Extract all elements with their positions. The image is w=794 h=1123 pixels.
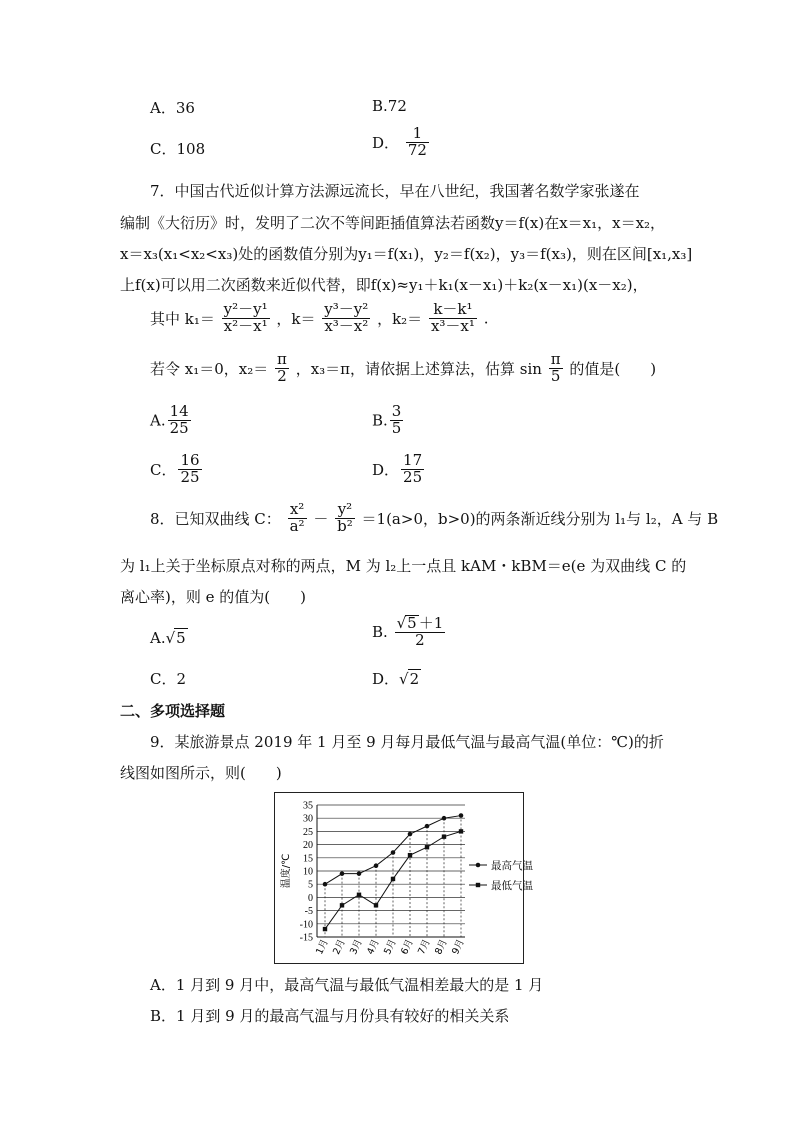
y-axis-label: 温度/℃: [281, 853, 292, 889]
q9-option-a: A．1 月到 9 月中，最高气温与最低气温相差最大的是 1 月: [150, 976, 544, 994]
q7-pi-over-5: $\frac{\pi}{5}$: [550, 350, 561, 385]
q7-k1-label: 其中 k₁＝: [150, 309, 215, 328]
q9-option-b: B．1 月到 9 月的最高气温与月份具有较好的相关关系: [150, 1007, 510, 1025]
q8-option-b: B. $\frac{√5 +1}{2}$: [372, 614, 444, 649]
q8-line-2: 为 l₁上关于坐标原点对称的两点，M 为 l₂上一点且 kAM・kBM＝e(e 为双曲线 C 的: [120, 557, 687, 575]
sqrt-icon: √: [165, 629, 176, 647]
y-tick-label: 20: [303, 840, 313, 852]
q7-text-c: 的值是( ): [569, 359, 657, 378]
y-tick-label: 25: [303, 826, 313, 838]
q6-option-d-label: D．: [372, 133, 400, 152]
sqrt-icon: √: [399, 670, 409, 688]
q7-k2-period: .: [483, 309, 489, 328]
section-heading: 二、多项选择题: [120, 702, 226, 720]
data-point-max: [374, 863, 379, 868]
y-tick-label: -10: [299, 919, 313, 931]
q7-option-d: D． $\frac{17}{25}$: [372, 451, 423, 486]
q8-y2-over-b2: $\frac{\text{y²}}{\text{b²}}$: [337, 500, 353, 535]
q8-line-3: 离心率)，则 e 的值为( ): [120, 588, 306, 606]
q9-line-1: 9．某旅游景点 2019 年 1 月至 9 月每月最低气温与最高气温(单位：℃)的折: [150, 733, 664, 751]
q8-line-1: 8．已知双曲线 C： $\frac{\text{x²}}{\text{a²}}$ － $\frac{\text{y²}}{\text{b²}}$ ＝1(a>0，b>0)的两条渐近线分别为 l₁与 l₂，A 与 B: [150, 500, 719, 535]
y-tick-label: 30: [303, 813, 313, 825]
q7-k2-fraction: $\frac{\text{k－k¹}}{\text{x³－x¹}}$: [430, 300, 475, 335]
q7-k-label: ，k＝: [276, 309, 316, 328]
data-point-min: [391, 877, 395, 881]
q6-option-d: [372, 126, 431, 159]
data-point-min: [408, 853, 412, 857]
legend-label: 最低气温: [491, 880, 533, 892]
q7-line-1: 7．中国古代近似计算方法源远流长，早在八世纪，我国著名数学家张遂在: [150, 182, 640, 200]
q9-line-2: 线图如图所示，则( ): [120, 764, 282, 782]
q7-line-2: 编制《大衍历》时，发明了二次不等间距插值算法若函数y＝f(x)在x＝x₁，x＝x₂，: [120, 214, 666, 232]
temperature-line-chart: [275, 793, 533, 963]
q7-option-a: A. $\frac{14}{25}$: [150, 402, 189, 437]
data-point-max: [340, 871, 345, 876]
data-point-max: [391, 850, 396, 855]
y-tick-label: -5: [304, 906, 313, 918]
y-tick-label: 35: [303, 800, 313, 812]
x-tick-label: 3月: [348, 937, 365, 957]
x-tick-label: 4月: [365, 937, 382, 957]
q7-k-fraction: $\frac{\text{y³－y²}}{\text{x³－x²}}$: [324, 300, 369, 335]
y-tick-label: -15: [299, 932, 313, 944]
q7-option-c: C． $\frac{16}{25}$: [150, 451, 200, 486]
data-point-max: [425, 824, 430, 829]
sqrt-icon: √: [396, 614, 407, 632]
q6-option-b: B.72: [372, 97, 407, 115]
y-tick-label: 0: [308, 892, 313, 904]
q7-option-d-fraction: $\frac{17}{25}$: [403, 451, 423, 486]
q7-k2-label: ，k₂＝: [377, 309, 423, 328]
q7-formula-line: [150, 302, 488, 335]
q7-line-4: 上f(x)可以用二次函数来近似代替，即f(x)≈y₁＋k₁(x－x₁)＋k₂(x－x₁)(x－x₂)，: [120, 276, 648, 294]
q8-option-a: A.√5: [150, 629, 186, 647]
y-tick-label: 5: [308, 879, 313, 891]
data-point-max: [442, 816, 447, 821]
data-point-max: [459, 813, 464, 818]
q7-text-b: ，x₃＝π，请依据上述算法，估算 sin: [295, 359, 542, 378]
q8-x2-over-a2: $\frac{\text{x²}}{\text{a²}}$: [289, 500, 305, 535]
x-tick-label: 2月: [331, 937, 348, 957]
x-tick-label: 1月: [314, 937, 331, 957]
x-tick-label: 8月: [433, 937, 450, 957]
x-tick-label: 9月: [450, 937, 467, 957]
q8-option-d: D．√2: [372, 670, 420, 688]
x-tick-label: 7月: [416, 937, 433, 957]
data-point-min: [323, 927, 327, 931]
q7-option-b: B. $\frac{3}{5}$: [372, 402, 402, 437]
data-point-max: [408, 832, 413, 837]
q7-option-b-fraction: $\frac{3}{5}$: [391, 402, 402, 437]
q6-option-a: A．36: [150, 99, 195, 117]
data-point-min: [442, 834, 446, 838]
data-point-max: [357, 871, 362, 876]
q7-pi-over-2: $\frac{\pi}{2}$: [277, 350, 287, 385]
x-tick-label: 6月: [399, 937, 416, 957]
q6-option-d-fraction: $\frac{1}{72}$: [407, 124, 427, 159]
legend-label: 最高气温: [491, 860, 533, 872]
y-tick-label: 15: [303, 853, 313, 865]
q7-option-a-fraction: $\frac{14}{25}$: [169, 402, 189, 437]
q7-line-3: x＝x₃(x₁<x₂<x₃)处的函数值分别为y₁＝f(x₁)，y₂＝f(x₂)，y₃＝f(x₃)，则在区间[x₁,x₃]: [120, 245, 693, 263]
q6-option-c: C．108: [150, 140, 206, 158]
legend-marker-square: [476, 883, 480, 887]
q8-option-c: C．2: [150, 670, 187, 688]
data-point-min: [374, 903, 378, 907]
q7-k1-fraction: $\frac{\text{y²－y¹}}{\text{x²－x¹}}$: [223, 300, 268, 335]
x-tick-label: 5月: [382, 937, 399, 957]
data-point-min: [459, 829, 463, 833]
data-point-min: [357, 893, 361, 897]
q7-question-line: [150, 352, 656, 385]
legend-marker-circle: [476, 863, 481, 868]
temperature-chart: [274, 792, 533, 964]
q7-text-a: 若令 x₁＝0，x₂＝: [150, 359, 269, 378]
y-tick-label: 10: [303, 866, 313, 878]
data-point-min: [425, 845, 429, 849]
data-point-max: [323, 882, 328, 887]
data-point-min: [340, 903, 344, 907]
q8-option-b-fraction: $\frac{√5 +1}{2}$: [396, 614, 444, 649]
q7-option-c-fraction: $\frac{16}{25}$: [180, 451, 200, 486]
